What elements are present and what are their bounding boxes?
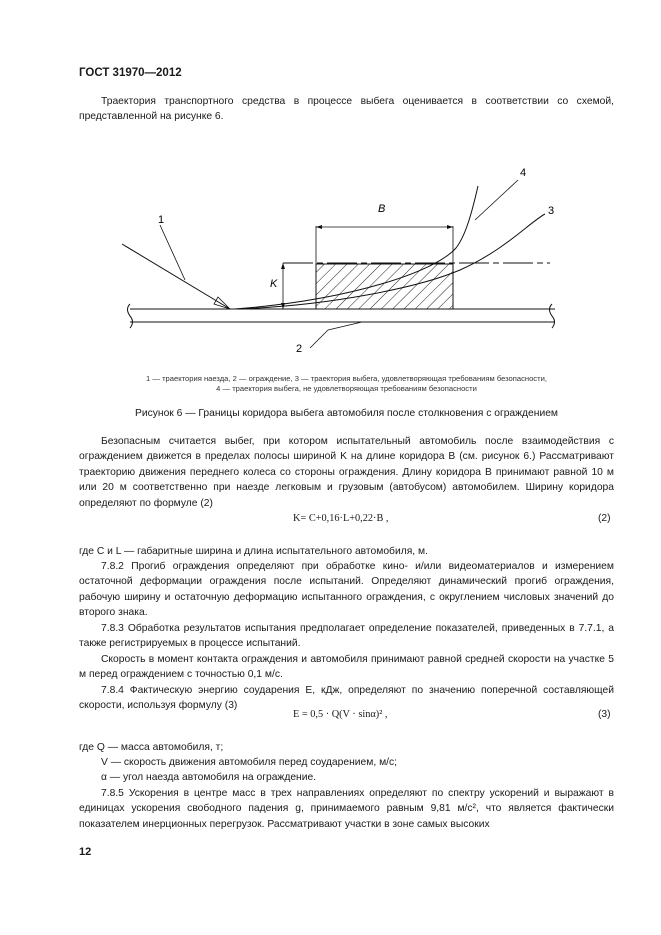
formula-2-number: (2) [598,513,611,524]
where-q: где Q — масса автомобиля, т; [79,742,224,753]
label-b: B [378,203,386,215]
leader-line-2 [310,330,328,348]
approach-trajectory [122,225,230,309]
leader-line-2b [328,322,362,330]
where-alpha: α — угол наезда автомобиля на ограждение. [101,772,317,783]
document-header: ГОСТ 31970—2012 [79,67,182,79]
paragraph-7-8-2: 7.8.2 Прогиб ограждения определяют при обработке кино- и/или видеоматериалов и измерением остаточной деформации ограждения после испытаний. Определяют динамический прогиб ограждения, рабочую ширину и остаточную деформацию испытанного ограждения, с округлением числовых значений до второго знака. [79,561,614,619]
paragraph-where-c-l: где C и L — габаритные ширина и длина испытательного автомобиля, м. [79,546,428,557]
paragraph-7-8-5: 7.8.5 Ускорения в центре масс в трех направлениях определяют по спектру ускорений и выражают в единицах ускорения свободного падения g, принимаемого равным 9,81 м/с², что является фактически показателем инерционных перегрузок. Рассматривают участки в зоне самых высоких [79,788,614,830]
label-4: 4 [520,167,527,179]
figure-title: Рисунок 6 — Границы коридора выбега автомобиля после столкновения с ограждением [134,408,559,419]
page-number: 12 [79,846,92,858]
formula-3: E = 0,5 · Q(V · sinα)² , [293,709,388,720]
label-k: K [270,278,278,290]
label-2: 2 [296,343,303,355]
paragraph-corridor: Безопасным считается выбег, при котором испытательный автомобиль после взаимодействия с ограждением движется в пределах полосы шириной K на длине коридора B (см. рисунок 6.) Рассматривают траекторию движения переднего колеса со стороны ограждения. Длину коридора B принимают равной 10 м или 20 м соответственно при наезде легковым и грузовым (автобусом) автомобилем. Ширину коридора определяют по формуле (2) [79,436,614,509]
formula-2: K= C+0,16·L+0,22·B , [293,513,389,524]
paragraph-7-8-4: 7.8.4 Фактическую энергию соударения E, кДж, определяют по значению поперечной составляющей скорости, используя формулу (3) [79,685,614,712]
corridor-diagram [100,160,570,360]
paragraph-speed: Скорость в момент контакта ограждения и автомобиля принимают равной средней скорости на участке 5 м перед ограждением с точностью 0,1 м/с. [79,654,614,681]
paragraph-7-8-3: 7.8.3 Обработка результатов испытания предполагает определение показателей, приведенных в 7.7.1, а также регистрируемых в процессе испытаний. [79,623,614,650]
leader-line-4 [475,180,518,220]
figure-legend-line-1: 1 — траектория наезда, 2 — ограждение, 3 — траектория выбега, удовлетворяющая требованиям безопасности, [146,374,547,383]
dimension-k [281,263,285,309]
figure-legend [79,374,614,394]
corridor-zone [316,264,453,309]
intro-paragraph: Траектория транспортного средства в процессе выбега оценивается в соответствии со схемой, представленной на рисунке 6. [79,96,614,123]
formula-3-number: (3) [598,709,611,720]
dimension-b [316,225,453,264]
label-3: 3 [548,205,555,217]
figure-legend-line-2: 4 — траектория выбега, не удовлетворяющая требованиям безопасности [216,384,477,393]
where-v: V — скорость движения автомобиля перед соударением, м/с; [101,757,398,768]
label-1: 1 [158,214,165,226]
